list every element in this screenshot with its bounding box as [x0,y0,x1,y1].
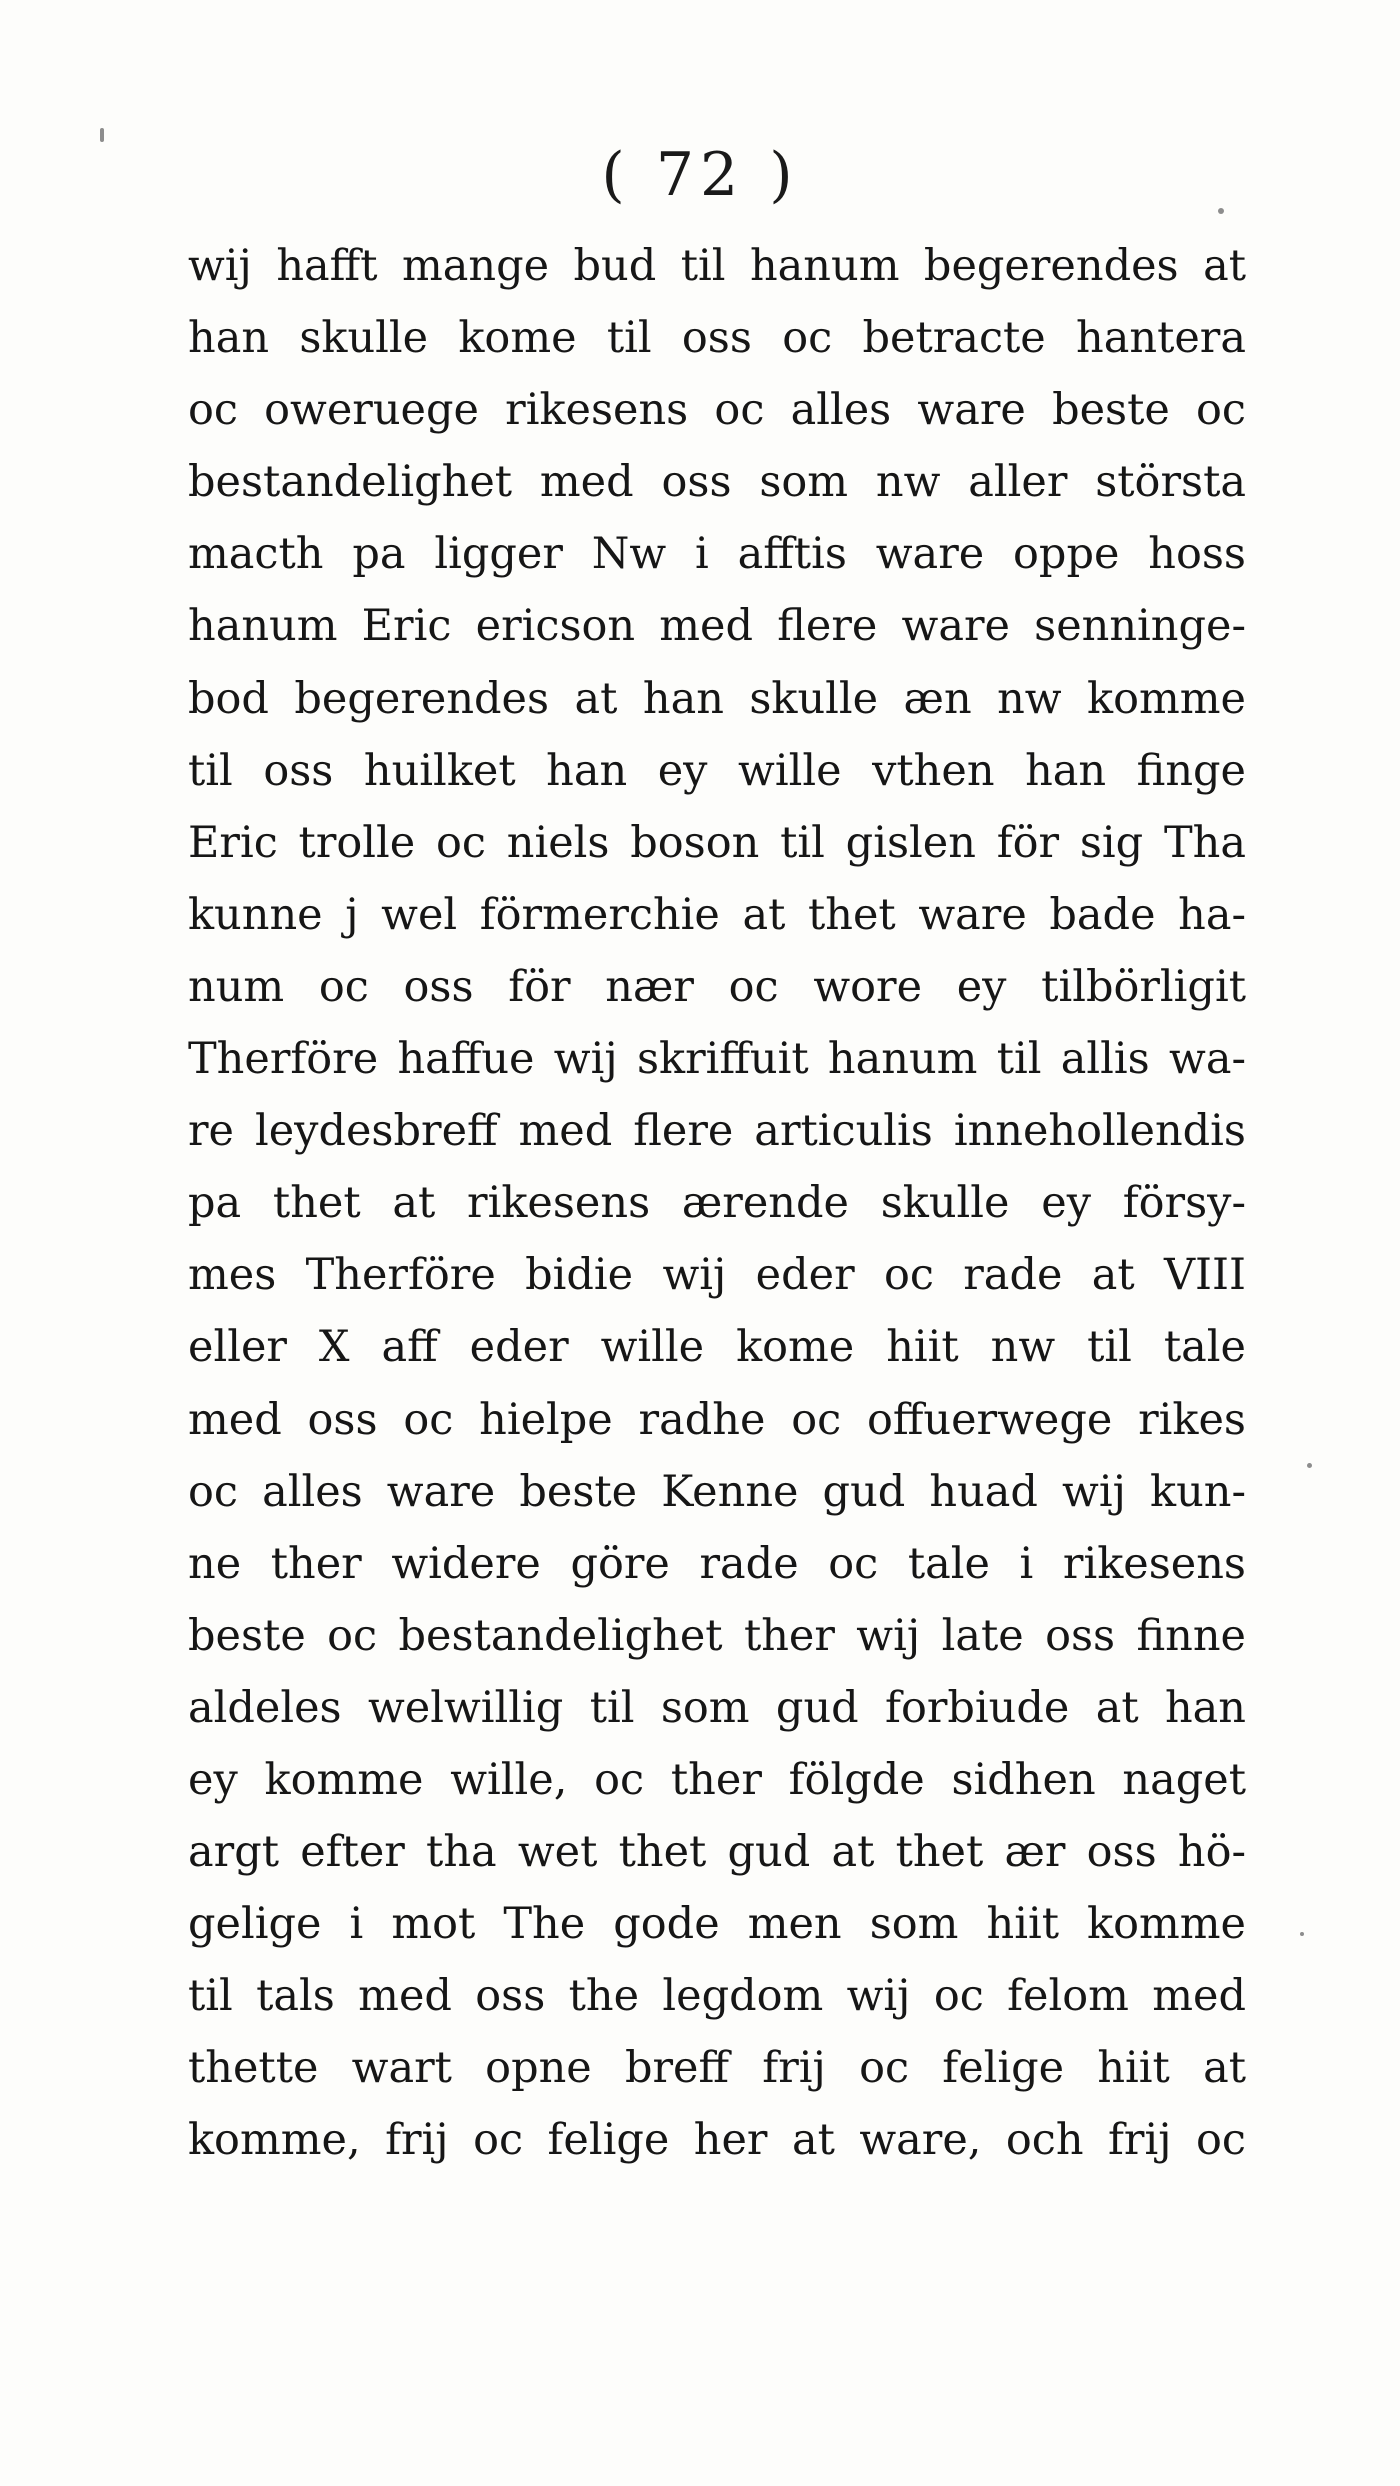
text-line: komme, frij oc felige her at ware, och frij oc [188,2115,1246,2166]
scan-speck [1300,1932,1304,1936]
text-line: ey komme wille, oc ther fölgde sidhen naget [188,1754,1246,1805]
text-line: thette wart opne breff frij oc felige hiit at [188,2043,1246,2094]
text-line: wij hafft mange bud til hanum begerendes at [188,241,1246,291]
text-line: oc alles ware beste Kenne gud huad wij kun- [188,1466,1246,1517]
text-line: bestandelighet med oss som nw aller största [188,457,1246,508]
body-text [188,230,1246,2177]
text-line: han skulle kome til oss oc betracte hantera [188,313,1246,364]
text-line: til oss huilket han ey wille vthen han finge [188,745,1246,796]
text-line: aldeles welwillig til som gud forbiude at han [188,1682,1246,1733]
text-line: Eric trolle oc niels boson til gislen för sig Tha [188,817,1246,868]
text-line: kunne j wel förmerchie at thet ware bade ha- [188,889,1246,940]
text-line: oc oweruege rikesens oc alles ware beste oc [188,385,1246,436]
text-line: re leydesbreff med flere articulis innehollendis [188,1106,1246,1157]
text-line: med oss oc hielpe radhe oc offuerwege rikes [188,1394,1246,1445]
text-line: eller X aff eder wille kome hiit nw til tale [188,1322,1246,1373]
scan-speck [1218,208,1224,214]
text-line: beste oc bestandelighet ther wij late oss finne [188,1610,1246,1661]
scan-speck [1307,1463,1312,1468]
text-line: macth pa ligger Nw i afftis ware oppe hoss [188,529,1246,580]
text-line: hanum Eric ericson med flere ware senninge- [188,601,1246,652]
page-number: ( 72 ) [601,140,799,210]
text-line: bod begerendes at han skulle æn nw komme [188,673,1246,724]
text-line: num oc oss för nær oc wore ey tilbörligit [188,961,1246,1012]
text-line: gelige i mot The gode men som hiit komme [188,1899,1246,1950]
text-line: til tals med oss the legdom wij oc felom med [188,1971,1246,2022]
text-line: mes Therföre bidie wij eder oc rade at VIII [188,1250,1246,1301]
text-line: ne ther widere göre rade oc tale i rikesens [188,1538,1246,1589]
text-line: argt efter tha wet thet gud at thet ær oss hö- [188,1827,1246,1878]
text-line: pa thet at rikesens ærende skulle ey försy- [188,1178,1246,1229]
text-line: Therföre haffue wij skriffuit hanum til allis wa- [188,1034,1246,1085]
scan-speck [100,128,104,142]
